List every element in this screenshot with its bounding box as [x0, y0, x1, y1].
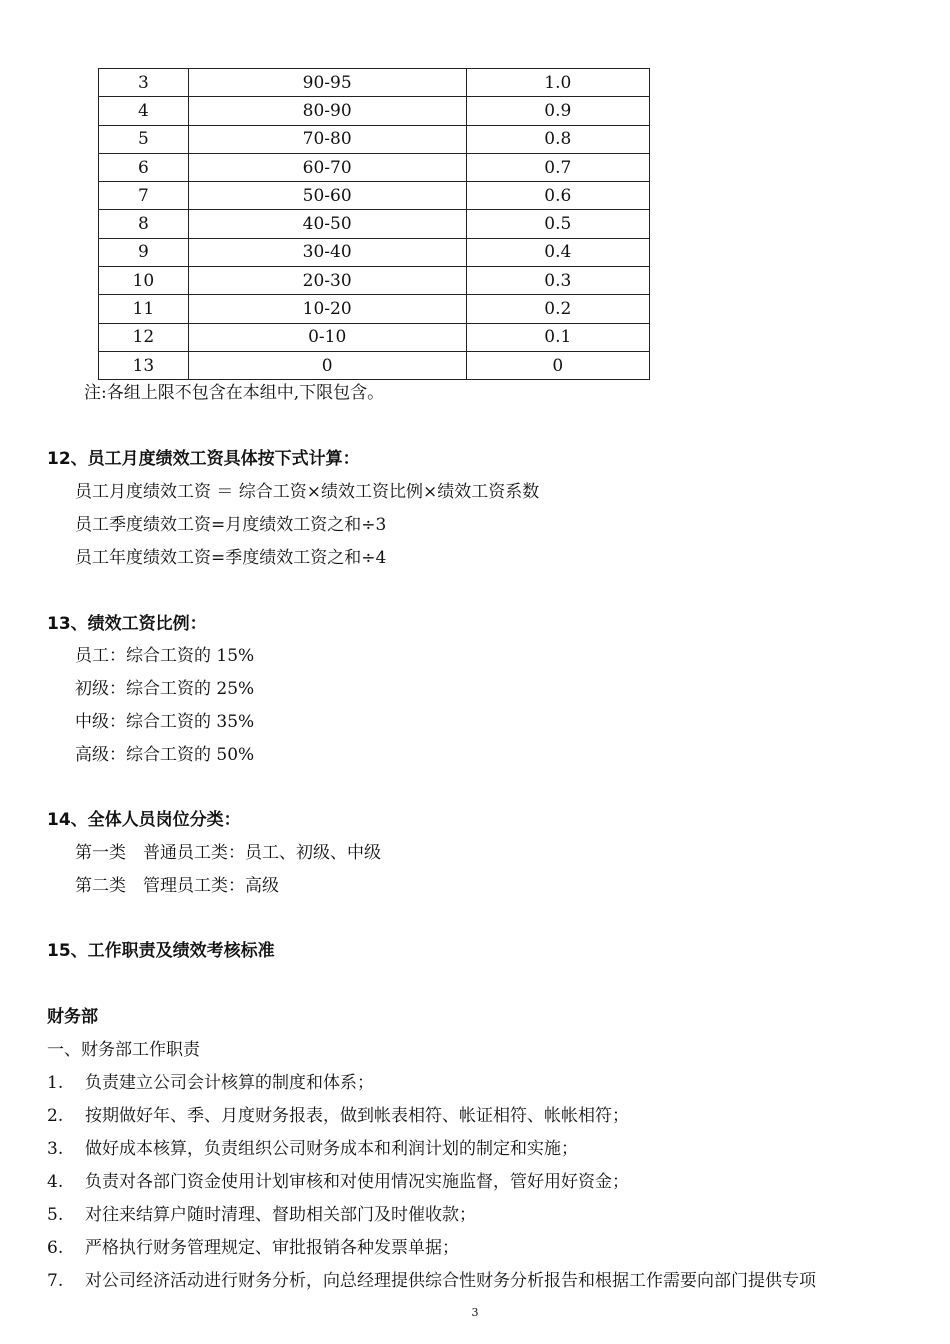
table-row: 9 30-40 0.4 [99, 238, 650, 266]
section-14-heading: 14、全体人员岗位分类： [47, 810, 241, 830]
section-15-heading: 15、工作职责及绩效考核标准 [47, 941, 275, 961]
finance-title: 财务部 [47, 1007, 98, 1027]
ratio-line: 中级：综合工资的 35% [75, 712, 255, 732]
page-number: 3 [471, 1306, 479, 1319]
formula-line: 员工月度绩效工资 ＝ 综合工资×绩效工资比例×绩效工资系数 [75, 482, 540, 502]
table-row: 8 40-50 0.5 [99, 210, 650, 238]
list-item: 3. 做好成本核算，负责组织公司财务成本和利润计划的制定和实施； [47, 1139, 578, 1159]
table-row: 13 0 0 [99, 351, 650, 379]
ratio-line: 初级：综合工资的 25% [75, 679, 255, 699]
table-row: 12 0-10 0.1 [99, 323, 650, 351]
table-row: 5 70-80 0.8 [99, 125, 650, 153]
table-row: 6 60-70 0.7 [99, 153, 650, 181]
table-row: 11 10-20 0.2 [99, 295, 650, 323]
table-row: 7 50-60 0.6 [99, 182, 650, 210]
list-item: 5. 对往来结算户随时清理、督助相关部门及时催收款； [47, 1205, 476, 1225]
list-item: 1. 负责建立公司会计核算的制度和体系； [47, 1073, 374, 1093]
category-line: 第二类 管理员工类：高级 [75, 876, 279, 896]
list-item: 7. 对公司经济活动进行财务分析，向总经理提供综合性财务分析报告和根据工作需要向部门提供专项 [47, 1271, 816, 1291]
formula-line: 员工季度绩效工资=月度绩效工资之和÷3 [75, 515, 387, 535]
list-item: 4. 负责对各部门资金使用计划审核和对使用情况实施监督，管好用好资金； [47, 1172, 629, 1192]
ratio-line: 员工：综合工资的 15% [75, 646, 255, 666]
category-line: 第一类 普通员工类：员工、初级、中级 [75, 843, 381, 863]
section-13-heading: 13、绩效工资比例： [47, 614, 207, 634]
table-note: 注:各组上限不包含在本组中,下限包含。 [84, 383, 385, 403]
list-item: 6. 严格执行财务管理规定、审批报销各种发票单据； [47, 1238, 459, 1258]
list-item: 2. 按期做好年、季、月度财务报表，做到帐表相符、帐证相符、帐帐相符； [47, 1106, 629, 1126]
table-row: 10 20-30 0.3 [99, 267, 650, 295]
formula-line: 员工年度绩效工资=季度绩效工资之和÷4 [75, 548, 387, 568]
ratio-line: 高级：综合工资的 50% [75, 745, 255, 765]
table-row: 3 90-95 1.0 [99, 69, 650, 97]
coefficient-table [98, 68, 650, 380]
section-12-heading: 12、员工月度绩效工资具体按下式计算： [47, 449, 360, 469]
table-row: 4 80-90 0.9 [99, 97, 650, 125]
finance-subtitle: 一、财务部工作职责 [47, 1040, 200, 1060]
